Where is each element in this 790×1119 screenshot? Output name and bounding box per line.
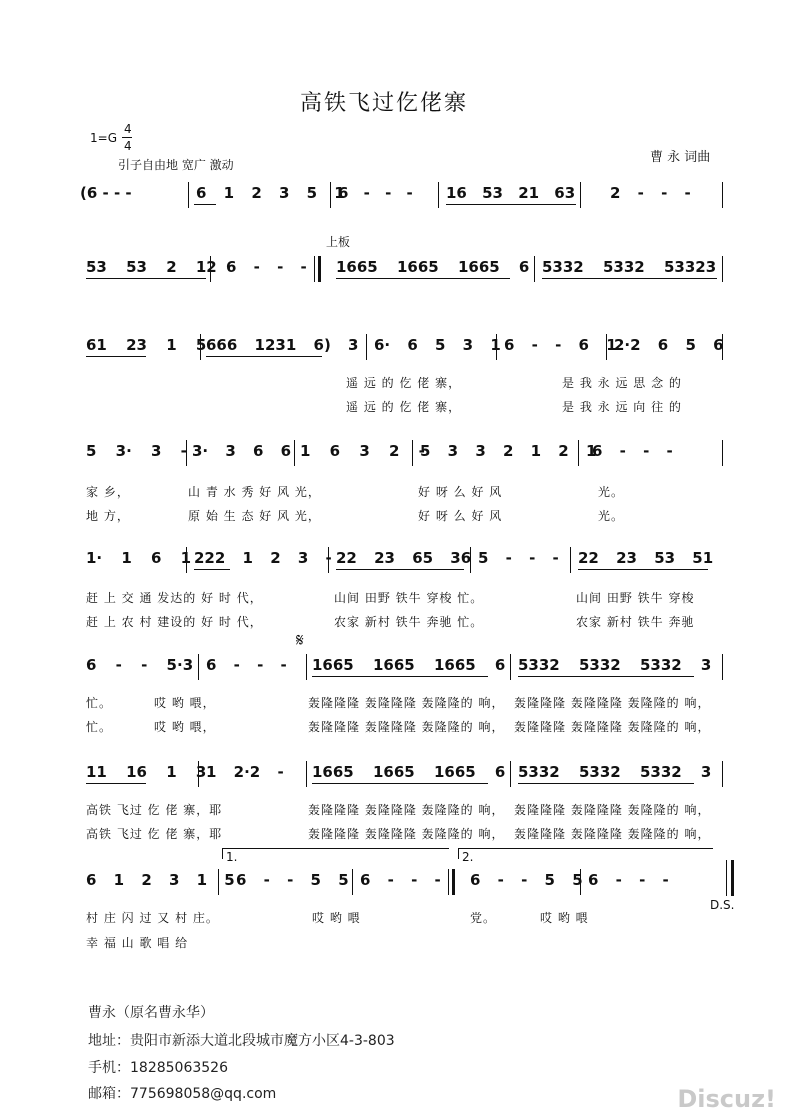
measure-1-5: 2 - - -	[610, 184, 691, 202]
first-ending-label: 1.	[226, 850, 238, 864]
tempo-main: 上板	[326, 235, 351, 249]
lyric-6-2: 哎 哟 喂，	[154, 696, 216, 710]
lyric-8-5: 幸 福 山 歌 唱 给	[86, 936, 189, 950]
lyric-4-3: 好 呀 么 好 风	[418, 485, 503, 499]
segno-icon: 𝄋	[296, 630, 304, 651]
lyric-6-3: 轰隆隆隆 轰隆隆隆 轰隆隆的 响，	[308, 696, 505, 710]
tempo-intro: 引子自由地 宽广 激动	[118, 158, 234, 172]
measure-4-4: 5 3 3 2 1 2 1	[420, 442, 597, 460]
measure-1-2: 6 1 2 3 5 1	[196, 184, 345, 202]
measure-5-2: 222 1 2 3 -	[194, 549, 332, 567]
lyric-5-2: 山间 田野 铁牛 穿梭 忙。	[334, 591, 484, 605]
author-name: 曹永（原名曹永华）	[88, 1005, 214, 1021]
lyric-6-1: 忙。	[86, 696, 113, 710]
lyric-4-7: 好 呀 么 好 风	[418, 509, 503, 523]
lyric-6-4: 轰隆隆隆 轰隆隆隆 轰隆隆的 响，	[514, 696, 711, 710]
measure-5-3: 22 23 65 36	[336, 549, 472, 567]
key-signature: 1=G	[90, 131, 117, 145]
second-ending-label: 2.	[462, 850, 474, 864]
measure-3-4: 6 - - 6 1	[504, 336, 617, 354]
lyric-4-6: 原 始 生 态 好 风 光，	[188, 509, 321, 523]
lyric-3-2: 是 我 永 远 思 念 的	[562, 376, 682, 390]
first-ending-bracket	[222, 848, 449, 859]
lyric-7-4: 高铁 飞过 仡 佬 寨，耶	[86, 827, 223, 841]
dal-segno-mark: D.S.	[710, 898, 735, 912]
lyric-7-1: 高铁 飞过 仡 佬 寨，耶	[86, 803, 223, 817]
measure-2-2: 6 - - -	[226, 258, 307, 276]
lyric-5-6: 农家 新村 铁牛 奔驰	[576, 615, 695, 629]
measure-7-3: 1665 1665 1665 6	[312, 763, 506, 781]
author-email: 邮箱：775698058@qq.com	[88, 1086, 277, 1102]
lyric-5-1: 赶 上 交 通 发达的 好 时 代，	[86, 591, 263, 605]
author-phone: 手机：18285063526	[88, 1060, 228, 1076]
measure-8-4: 6 - - 5 5	[470, 871, 583, 889]
lyric-8-4: 哎 哟 喂	[540, 911, 589, 925]
time-signature-top: 4	[124, 122, 132, 136]
lyric-7-2: 轰隆隆隆 轰隆隆隆 轰隆隆的 响，	[308, 803, 505, 817]
lyric-4-4: 光。	[598, 485, 625, 499]
lyric-7-6: 轰隆隆隆 轰隆隆隆 轰隆隆的 响，	[514, 827, 711, 841]
measure-2-4: 5332 5332 53323	[542, 258, 717, 276]
measure-2-3: 1665 1665 1665 6	[336, 258, 530, 276]
lyric-6-5: 忙。	[86, 720, 113, 734]
lyric-8-1: 村 庄 闪 过 又 村 庄。	[86, 911, 219, 925]
lyric-3-1: 遥 远 的 仡 佬 寨，	[346, 376, 462, 390]
author-address: 地址：贵阳市新添大道北段城市魔方小区4-3-803	[88, 1033, 395, 1049]
measure-8-3: 6 - - -	[360, 871, 441, 889]
lyric-3-3: 遥 远 的 仡 佬 寨，	[346, 400, 462, 414]
lyric-8-3: 党。	[470, 911, 497, 925]
lyric-6-6: 哎 哟 喂，	[154, 720, 216, 734]
second-ending-bracket	[458, 848, 713, 859]
measure-3-5: 2·2 6 5 6	[614, 336, 724, 354]
measure-2-1: 53 53 2 12	[86, 258, 217, 276]
measure-4-2: 3· 3 6 6	[192, 442, 292, 460]
measure-4-5: 6 - - -	[592, 442, 673, 460]
lyric-8-2: 哎 哟 喂	[312, 911, 361, 925]
lyric-4-5: 地 方，	[86, 509, 130, 523]
lyric-5-3: 山间 田野 铁牛 穿梭	[576, 591, 695, 605]
lyric-4-1: 家 乡，	[86, 485, 130, 499]
measure-7-4: 5332 5332 5332 3	[518, 763, 712, 781]
lyric-3-4: 是 我 永 远 向 往 的	[562, 400, 682, 414]
song-title: 高铁飞过仡佬寨	[300, 91, 469, 116]
measure-5-4: 5 - - -	[478, 549, 559, 567]
measure-8-1: 6 1 2 3 1 5	[86, 871, 235, 889]
measure-4-1: 5 3· 3 -	[86, 442, 187, 460]
measure-3-1: 61 23 1 5	[86, 336, 207, 354]
composer-credit: 曹 永 词曲	[650, 150, 711, 165]
measure-3-2: 666 1231 6) 3	[206, 336, 359, 354]
measure-5-1: 1· 1 6 1	[86, 549, 192, 567]
measure-1-1: (6 - - -	[80, 184, 132, 202]
lyric-6-7: 轰隆隆隆 轰隆隆隆 轰隆隆的 响，	[308, 720, 505, 734]
lyric-4-8: 光。	[598, 509, 625, 523]
measure-8-2: 6 - - 5 5	[236, 871, 349, 889]
measure-5-5: 22 23 53 51	[578, 549, 714, 567]
measure-1-3: 6 - - -	[338, 184, 413, 202]
lyric-7-3: 轰隆隆隆 轰隆隆隆 轰隆隆的 响，	[514, 803, 711, 817]
measure-7-2: 1 2·2 -	[206, 763, 284, 781]
measure-8-5: 6 - - -	[588, 871, 669, 889]
lyric-6-8: 轰隆隆隆 轰隆隆隆 轰隆隆的 响，	[514, 720, 711, 734]
measure-6-2: 6 - - -	[206, 656, 287, 674]
measure-6-4: 5332 5332 5332 3	[518, 656, 712, 674]
lyric-7-5: 轰隆隆隆 轰隆隆隆 轰隆隆的 响，	[308, 827, 505, 841]
measure-1-4: 16 53 21 63	[446, 184, 576, 202]
time-signature-bottom: 4	[124, 139, 132, 153]
lyric-5-5: 农家 新村 铁牛 奔驰 忙。	[334, 615, 484, 629]
measure-7-1: 11 16 1 3	[86, 763, 207, 781]
measure-4-3: 1 6 3 2 -	[300, 442, 425, 460]
lyric-4-2: 山 青 水 秀 好 风 光，	[188, 485, 321, 499]
lyric-5-4: 赶 上 农 村 建设的 好 时 代，	[86, 615, 263, 629]
forum-watermark: Discuz!	[677, 1085, 776, 1113]
measure-6-3: 1665 1665 1665 6	[312, 656, 506, 674]
measure-6-1: 6 - - 5·3	[86, 656, 194, 674]
measure-3-3: 6· 6 5 3 1	[374, 336, 501, 354]
